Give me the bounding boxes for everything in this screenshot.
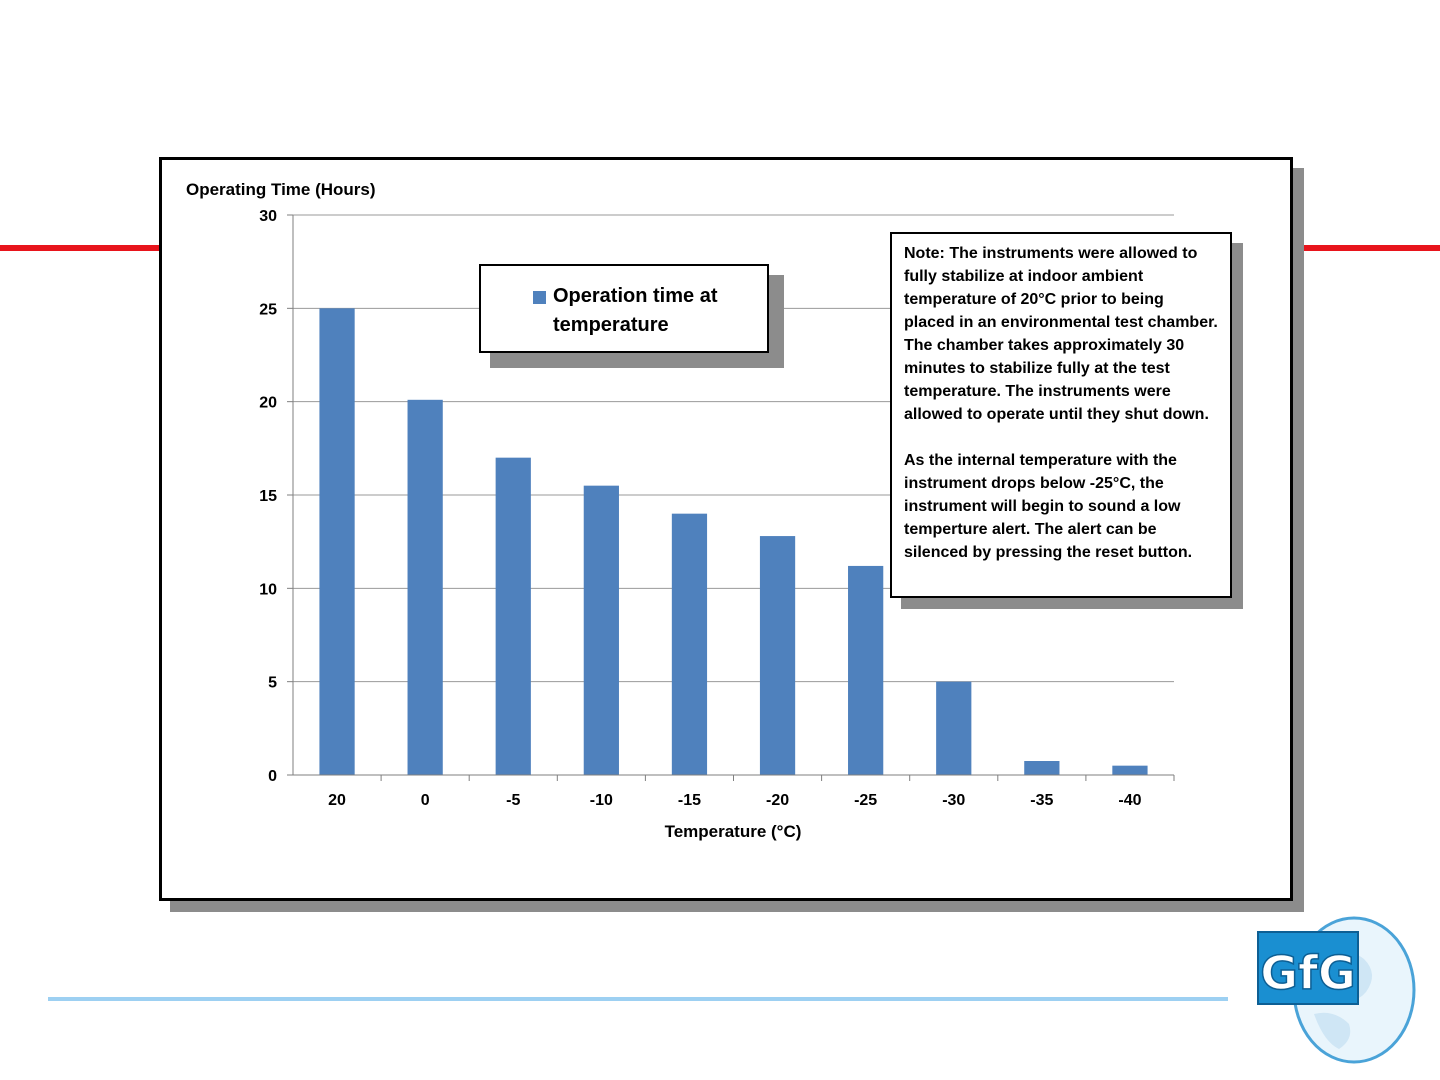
y-tick-label: 15 <box>259 488 277 505</box>
y-axis-title: Operating Time (Hours) <box>186 180 376 199</box>
x-tick-label: -35 <box>1030 792 1054 809</box>
x-tick-label: -15 <box>677 792 702 809</box>
note-box <box>890 232 1232 598</box>
bar <box>848 566 883 775</box>
company-logo <box>1254 914 1418 1064</box>
x-tick-label: -25 <box>854 792 878 809</box>
blue-accent-line <box>48 997 1228 1001</box>
bar <box>1024 761 1059 775</box>
note-paragraph-2: As the internal temperature with the instrument drops below -25°C, the instrument will begin to sound a low temperture alert. The alert can be silenced by pressing the reset button. <box>904 452 1193 561</box>
y-tick-label: 25 <box>259 301 277 319</box>
x-tick-label: 0 <box>420 792 430 809</box>
note-paragraph-1: Note: The instruments were allowed to fully stabilize at indoor ambient temperature of 20°C prior to being placed in an environmental test chamber. The chamber takes approximately 30 minutes to stabilize fully at the test temperature. The instruments were allowed to operate until they shut down. <box>904 245 1218 423</box>
x-axis-title: Temperature (°C) <box>664 822 802 841</box>
y-tick-label: 10 <box>259 581 277 599</box>
x-tick-label: -10 <box>589 792 613 809</box>
bar <box>584 486 619 775</box>
bar <box>936 682 971 775</box>
bar <box>496 458 531 775</box>
bar <box>1112 766 1147 775</box>
y-tick-label: 0 <box>268 768 277 785</box>
x-tick-label: -20 <box>765 792 790 809</box>
y-tick-label: 20 <box>259 394 277 412</box>
bar <box>672 514 707 775</box>
legend-label: Operation time at temperature <box>553 285 718 336</box>
legend-swatch <box>533 291 546 304</box>
red-accent-line-right <box>1290 245 1440 251</box>
red-accent-line-left <box>0 245 160 251</box>
x-tick-label: 20 <box>328 792 346 809</box>
y-tick-label: 5 <box>268 674 277 692</box>
x-tick-label: -40 <box>1118 792 1142 809</box>
chart-legend <box>479 264 769 353</box>
logo-text: GfG <box>1260 946 1356 1000</box>
bar <box>760 536 795 775</box>
bar <box>319 308 354 775</box>
x-tick-label: -30 <box>942 792 966 809</box>
y-tick-label: 30 <box>259 208 277 225</box>
x-tick-label: -5 <box>506 792 521 809</box>
bar <box>408 400 443 775</box>
